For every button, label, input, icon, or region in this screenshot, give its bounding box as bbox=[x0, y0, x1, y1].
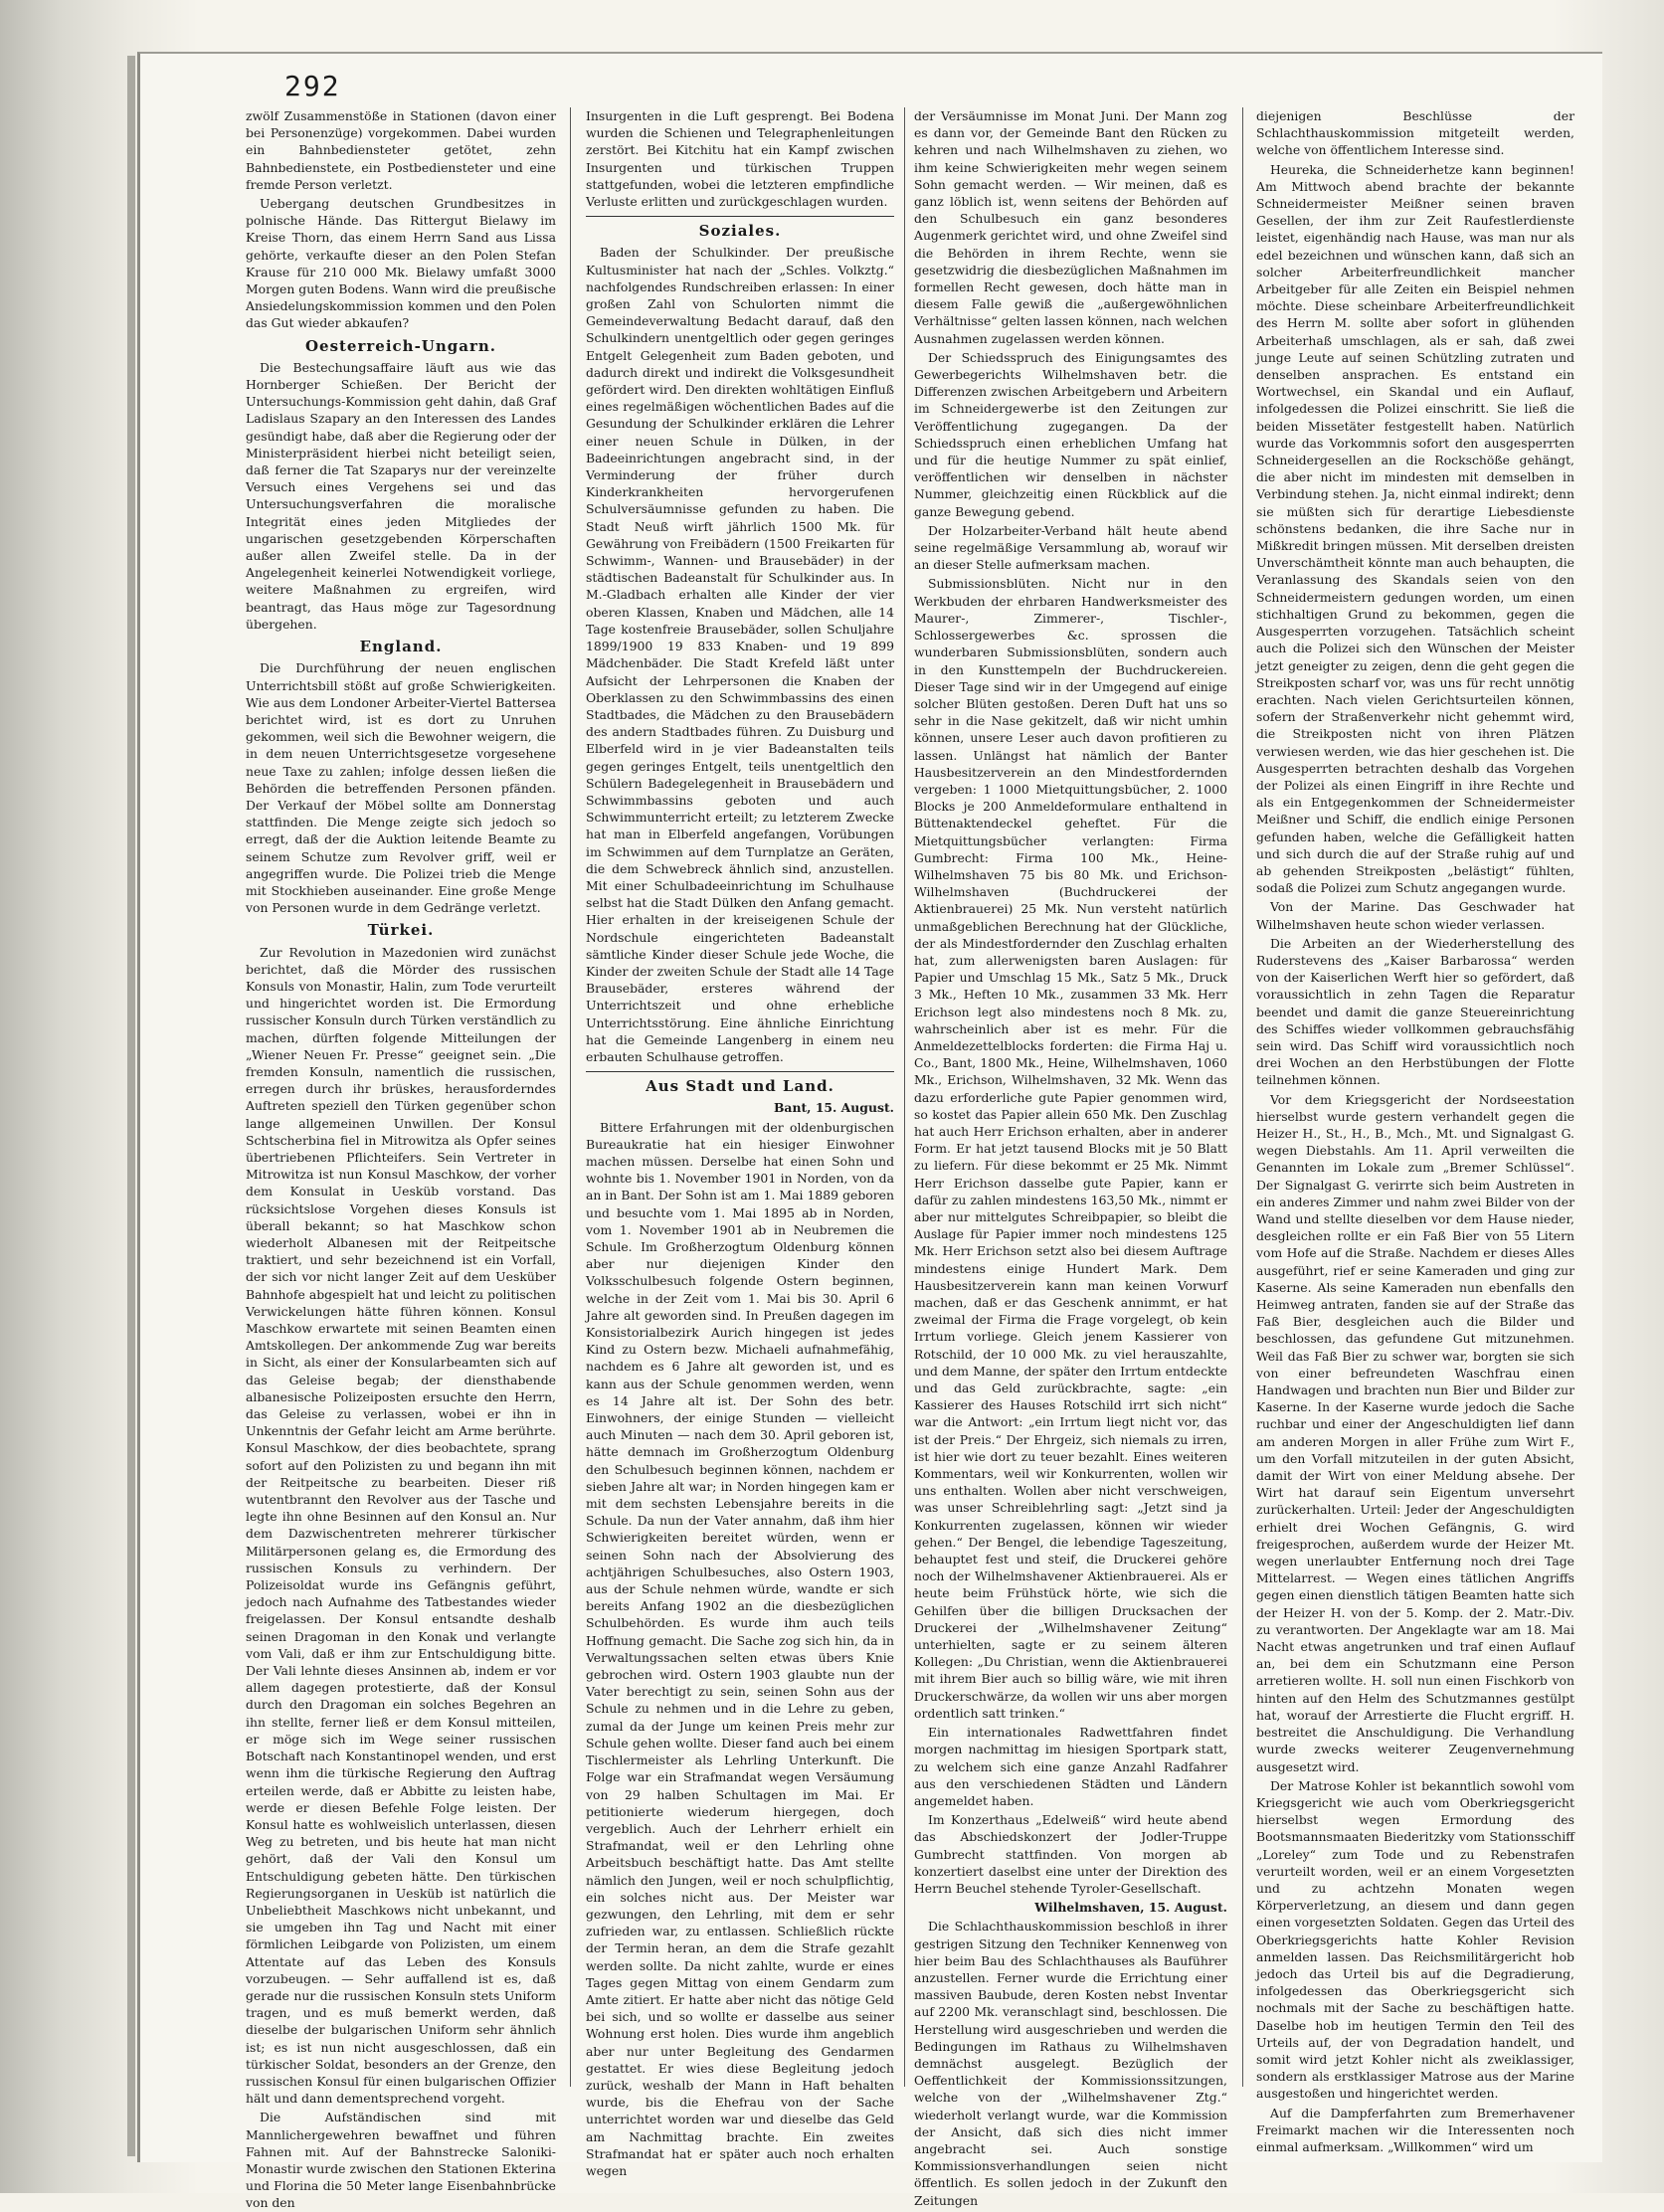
article-paragraph: Insurgenten in die Luft gesprengt. Bei Bodena wurden die Schienen und Telegraphenleitungen zerstört. Bei Kitchitu hat ein Kampf zwischen Insurgenten und türkischen Truppen stattgefunden, wobei die letzteren empfindliche Verluste erlitten und zurückgeschlagen wurden. bbox=[586, 108, 894, 210]
binding-edge bbox=[127, 56, 135, 2156]
article-paragraph: zwölf Zusammenstöße in Stationen (davon einer bei Personenzüge) vorgekommen. Dabei wurden ein Bahnbediensteter getötet, zehn Bahnbedienstete, ein Postbediensteter und eine fremde Person verletzt. bbox=[246, 108, 556, 192]
article-paragraph: Die Aufständischen sind mit Mannlichergewehren bewaffnet und führen Fahnen mit. Auf der Bahnstrecke Saloniki-Monastir wurde zwischen den Stationen Ekterina und Florina die 50 Meter lange Eisenbahnbrücke von den bbox=[246, 2110, 556, 2211]
column-rule bbox=[1242, 107, 1243, 2087]
section-divider bbox=[586, 1071, 894, 1072]
dateline: Bant, 15. August. bbox=[773, 1100, 894, 1116]
section-heading: England. bbox=[359, 638, 443, 656]
column-4 bbox=[1256, 107, 1574, 2154]
section-heading: Oesterreich-Ungarn. bbox=[304, 336, 497, 355]
article-paragraph: Vor dem Kriegsgericht der Nordseestation hierselbst wurde gestern verhandelt gegen die Heizer H., St., H., B., Mch., Mt. und Signalgast G. wegen Diebstahls. Am 11. April verweilten die Genannten im Lokale zum „Bremer Schlüssel“. Der Signalgast G. verirrte sich beim Austreten in ein anderes Zimmer und nahm zwei Bilder von der Wand und stellte dieselben vor dem Hause nieder, desgleichen rollte er ein Faß Bier von 55 Litern vom Hofe auf die Straße. Nachdem er dieses Alles ausgeführt, rief er seine Kameraden und ging zur Kaserne. Als seine Kameraden nun ebenfalls den Heimweg antraten, fanden sie auf der Straße das Faß Bier, desgleichen auch die Bilder und beschlossen, das gefundene Gut mitzunehmen. Weil das Faß Bier zu schwer war, borgten sie sich von einer befreundeten Waschfrau einen Handwagen und brachten nun Bier und Bilder zur Kaserne. In der Kaserne wurde jedoch die Sache ruchbar und einer der Angeschuldigten lief dann am anderen Morgen in aller Frühe zum Wirt F., um den Vorfall mitzuteilen in der guten Absicht, damit der Wirt von einer Meldung absehe. Der Wirt hat darauf sein Eigentum unversehrt zurückerhalten. Urteil: Jeder der Angeschuldigten erhielt drei Wochen Gefängnis, G. wird freigesprochen, außerdem wurde der Heizer Mt. wegen unerlaubter Entfernung noch drei Tage Mittelarrest. — Wegen eines tätlichen Angriffs gegen einen dienstlich tätigen Beamten hatte sich der Heizer H. von der 5. Komp. der 2. Matr.-Div. zu verantworten. Der Angeklagte war am 18. Mai Nacht etwas angetrunken und traf einen Auflauf an, bei dem ein Schutzmann eine Person arretieren wollte. H. soll nun einen Fischkorb von hinten auf den Helm des Schutzmannes gestülpt hat, worauf der Arrestierte die Flucht ergriff. H. bestreitet die Anschuldigung. Die Verhandlung wurde zwecks weiterer Zeugenvernehmung ausgesetzt wird. bbox=[1256, 1091, 1574, 1774]
column-3 bbox=[914, 107, 1227, 2208]
section-heading: Soziales. bbox=[698, 222, 782, 241]
dateline: Wilhelmshaven, 15. August. bbox=[1034, 1900, 1227, 1916]
article-paragraph: Submissionsblüten. Nicht nur in den Werkbuden der ehrbaren Handwerksmeister des Maurer-, Zimmerer-, Tischler-, Schlossergewerbes &c. sprossen die wunderbaren Submissionsblüten, sondern auch in den Kunsttempeln der Buchdruckereien. Dieser Tage sind wir in der Umgegend auf einige solcher Blüten gestoßen. Deren Duft hat uns so sehr in die Nase gekitzelt, daß wir nicht umhin können, unsere Leser auch davon profitieren zu lassen. Unlängst hat nämlich der Banter Hausbesitzerverein an den Mindestfordernden vergeben: 1 1000 Mietquittungsbücher, 2. 1000 Blocks je 200 Anmeldeformulare enthaltend in Büttenaktendeckel geheftet. Für die Mietquittungsbücher verlangten: Firma Gumbrecht: Firma 100 Mk., Heine-Wilhelmshaven 75 bis 80 Mk. und Erichson-Wilhelmshaven (Buchdruckerei der Aktienbrauerei) 25 Mk. Nun versteht natürlich unmaßgeblichen Berechnung hat der Glückliche, der als Mindestfordernder den Zuschlag erhalten hat, zum allerwenigsten baren Auslagen: für Papier und Umschlag 15 Mk., Satz 5 Mk., Druck 3 Mk., Heften 10 Mk., zusammen 33 Mk. Herr Erichson legt also mindestens noch 8 Mk. zu, wahrscheinlich aber ist es mehr. Für die Anmeldezettelblocks forderten: die Firma Haj u. Co., Bant, 1800 Mk., Heine, Wilhelmshaven, 1060 Mk., Erichson, Wilhelmshaven, 32 Mk. Wenn das dazu erforderliche gute Papier genommen wird, so kostet das Papier allein 650 Mk. Den Zuschlag hat auch Herr Erichson erhalten, aber in anderer Form. Er hat jetzt tausend Blocks mit je 50 Blatt zu liefern. Für diese bekommt er 25 Mk. Nimmt Herr Erichson dasselbe gute Papier, kann er dafür zu zahlen mindestens 163,50 Mk., nimmt er aber nur mittelgutes Schreibpapier, so bleibt die Auslage für Papier immer noch mindestens 125 Mk. Herr Erichson setzt also bei diesem Auftrage mindestens einige Hundert Mark. Dem Hausbesitzerverein kann man keinen Vorwurf machen, daß er das Geschenk annimmt, er hat zweimal der Firma die Frage vorgelegt, ob kein Irrtum vorliege. Gleich jenem Kassierer von Rotschild, der 10 000 Mk. zu viel herauszahlte, und dem Manne, der später den Irrtum entdeckte und das Geld zurückbrachte, sagte: „ein Kassierer des Hauses Rotschild irrt sich nicht“ war die Antwort: „ein Irrtum liegt nicht vor, das ist der Preis.“ Der Ehrgeiz, sich niemals zu irren, ist hier wie dort zu teuer bezahlt. Eines weiteren Kommentars, weil wir Konkurrenten, wollen wir uns enthalten. Wollen aber nicht verschweigen, was unser Schreiblehrling sagt: „Jetzt sind ja Konkurrenten zugelassen, können wir wieder gehen.“ Der Bengel, die lebendige Tageszeitung, behauptet fest und steif, die Druckerei gehöre noch der Wilhelmshavener Aktienbrauerei. Als er heute beim Frühstück hörte, wie sich die Gehilfen über die billigen Drucksachen der Druckerei der „Wilhelmshavener Zeitung“ unterhielten, sagte er zu seinem älteren Kollegen: „Du Christian, wenn die Aktienbrauerei mit ihrem Bier auch so billig wäre, wie mit ihren Druckerschwärze, da wollen wir uns aber morgen ordentlich satt trinken.“ bbox=[914, 576, 1227, 1721]
article-paragraph: Der Schiedsspruch des Einigungsamtes des Gewerbegerichts Wilhelmshaven betr. die Differenzen zwischen Arbeitgebern und Arbeitern im Schneidergewerbe ist den Zeitungen zur Veröffentlichung zugegangen. Da der Schiedsspruch einen erheblichen Umfang hat und für die heutige Nummer zu spät einlief, veröffentlichen wir denselben in nächster Nummer, gleichzeitig einen Rückblick auf die ganze Bewegung gebend. bbox=[914, 349, 1227, 519]
article-paragraph: Im Konzerthaus „Edelweiß“ wird heute abend das Abschiedskonzert der Jodler-Truppe Gumbrecht stattfinden. Von morgen ab konzertiert daselbst eine unter der Direktion des Herrn Beuchel stehende Tyroler-Gesellschaft. bbox=[914, 1812, 1227, 1896]
column-rule bbox=[570, 107, 571, 2087]
page-number: 292 bbox=[284, 70, 341, 102]
article-paragraph: Baden der Schulkinder. Der preußische Kultusminister hat nach der „Schles. Volkztg.“ nachfolgendes Rundschreiben erlassen: In einer großen Zahl von Schulorten nimmt die Gemeindeverwaltung Bedacht darauf, daß den Schulkindern unentgeltlich oder gegen geringes Entgelt Gelegenheit zum Baden geboten, und dadurch direkt und indirekt die Volksgesundheit gefördert wird. Den direkten wohltätigen Einfluß eines regelmäßigen wöchentlichen Bades auf die Gesundung der Schulkinder erklären die Lehrer einer neuen Schule in Dülken, in der Badeeinrichtungen angebracht sind, in der Verminderung der früher durch Kinderkrankheiten hervorgerufenen Schulversäumnisse gefunden zu haben. Die Stadt Neuß wirft jährlich 1500 Mk. für Gewährung von Freibädern (1500 Freikarten für Schwimm-, Wannen- und Brausebäder) in der städtischen Badeanstalt für Schulkinder aus. In M.-Gladbach erhalten alle Kinder der vier oberen Klassen, Knaben und Mädchen, alle 14 Tage kostenfreie Brausebäder, sollen Schuljahre 1899/1900 19 833 Knaben- und 19 899 Mädchenbäder. Die Stadt Krefeld läßt unter Aufsicht der Lehrpersonen die Knaben der Oberklassen zu den Schwimmbassins des einen Stadtbades, die Mädchen zu den Brausebädern des andern Stadtbades führen. Zu Duisburg und Elberfeld wird in je vier Badeanstalten teils gegen geringes Entgelt, teils unentgeltlich den Schülern Badegelegenheit in Brausebädern und Schwimmbassins geboten und auch Schwimmunterricht erteilt; zu letzterem Zwecke hat man in Elberfeld angefangen, Vorübungen im Schwimmen auf dem Turnplatze an Geräten, die dem Schwebreck ähnlich sind, anzustellen. Mit einer Schulbadeeinrichtung im Schulhause selbst hat die Stadt Dülken den Anfang gemacht. Hier erhalten in der kreiseigenen Schule der Nordschule eingerichteten Badeanstalt sämtliche Kinder dieser Schule jede Woche, die Kinder der zweiten Schule der Stadt alle 14 Tage Brausebäder, ersteres während der Unterrichtszeit und ohne erhebliche Unterrichtsstörung. Eine ähnliche Einrichtung hat die Gemeinde Langenberg in einem neu erbauten Schulhause getroffen. bbox=[586, 245, 894, 1064]
section-heading: Türkei. bbox=[367, 921, 435, 940]
article-paragraph: Die Schlachthauskommission beschloß in ihrer gestrigen Sitzung den Techniker Kennenweg von hier beim Bau des Schlachthauses als Bauführer anzustellen. Ferner wurde die Errichtung einer massiven Baubude, deren Kosten nebst Inventar auf 2200 Mk. veranschlagt sind, beschlossen. Die Herstellung wird ausgeschrieben und werden die Bedingungen im Rathaus zu Wilhelmshaven demnächst ausgelegt. Bezüglich der Oeffentlichkeit der Kommissionssitzungen, welche von der „Wilhelmshavener Ztg.“ wiederholt verlangt wurde, war die Kommission der Ansicht, daß sich dies nicht immer angebracht sei. Auch sonstige Kommissionsverhandlungen seien nicht öffentlich. Es sollen jedoch in der Zukunft den Zeitungen bbox=[914, 1919, 1227, 2208]
article-paragraph: diejenigen Beschlüsse der Schlachthauskommission mitgeteilt werden, welche von öffentlichem Interesse sind. bbox=[1256, 108, 1574, 158]
column-1 bbox=[246, 107, 556, 2211]
article-paragraph: Uebergang deutschen Grundbesitzes in polnische Hände. Das Rittergut Bielawy im Kreise Thorn, das einem Herrn Sand aus Lissa gehörte, verkaufte dieser an den Polen Stefan Krause für 210 000 Mk. Bielawy umfaßt 3000 Morgen guten Bodens. Wann wird die preußische Ansiedelungskommission kommen und den Polen das Gut wieder abkaufen? bbox=[246, 196, 556, 331]
article-paragraph: Die Arbeiten an der Wiederherstellung des Ruderstevens des „Kaiser Barbarossa“ werden von der Kaiserlichen Werft hier so gefördert, daß voraussichtlich in zehn Tagen die Reparatur beendet und damit die ganze Steuereinrichtung des Schiffes wieder vollkommen gebrauchsfähig sein wird. Das Schiff wird voraussichtlich noch drei Wochen an den Herbstübungen der Flotte teilnehmen können. bbox=[1256, 935, 1574, 1088]
article-paragraph: der Versäumnisse im Monat Juni. Der Mann zog es dann vor, der Gemeinde Bant den Rücken zu kehren und nach Wilhelmshaven zu ziehen, wo ihm keine Schwierigkeiten mehr wegen seinem Sohn gemacht werden. — Wir meinen, daß es ganz löblich ist, wenn seitens der Behörden auf den Schulbesuch ein ganz besonderes Augenmerk gerichtet wird, und ohne Zweifel sind die Behörden in ihrem Rechte, wenn sie gesetzwidrig die diesbezüglichen Maßnahmen im formellen Recht gewesen, doch hätte man in diesem Falle gewiß die „außergewöhnlichen Verhältnisse“ gelten lassen können, nach welchen Ausnahmen zugelassen werden können. bbox=[914, 108, 1227, 346]
article-paragraph: Der Holzarbeiter-Verband hält heute abend seine regelmäßige Versammlung ab, worauf wir an dieser Stelle aufmerksam machen. bbox=[914, 522, 1227, 573]
article-paragraph: Von der Marine. Das Geschwader hat Wilhelmshaven heute schon wieder verlassen. bbox=[1256, 899, 1574, 932]
column-2 bbox=[586, 107, 894, 2178]
article-paragraph: Zur Revolution in Mazedonien wird zunächst berichtet, daß die Mörder des russischen Konsuls von Monastir, Halin, zum Tode verurteilt und hingerichtet worden ist. Die Ermordung russischer Konsuln durch Türken verständlich zu machen, dürften folgende Mitteilungen der „Wiener Neuen Fr. Presse“ geeignet sein. „Die fremden Konsuln, namentlich die russischen, erregen durch ihr brüskes, herausforderndes Auftreten speziell den Türken gegenüber schon lange allgemeinen Unwillen. Der Konsul Schtscherbina fiel in Mitrowitza als Opfer seines übertriebenen Pflichteifers. Sein Vertreter in Mitrowitza ist nun Konsul Maschkow, der vorher dem Konsulat in Uesküb vorstand. Das rücksichtslose Vorgehen dieses Konsuls ist überall bekannt; so hat Maschkow schon wiederholt Albanesen mit der Reitpeitsche traktiert, und sehr bezeichnend ist ein Vorfall, der sich vor nicht langer Zeit auf dem Uesküber Bahnhofe abgespielt hat und leicht zu politischen Verwickelungen hätte führen können. Konsul Maschkow erwartete mit seinen Beamten einen Amtskollegen. Der ankommende Zug war bereits in Sicht, als einer der Konsularbeamten sich auf das Geleise begab; der diensthabende albanesische Polizeiposten ersuchte den Herrn, das Geleise zu verlassen, wobei er ihn in Unkenntnis der Gefahr leicht am Arme berührte. Konsul Maschkow, der dies beobachtete, sprang sofort auf den Polizisten zu und begann ihn mit der Reitpeitsche zu bearbeiten. Dieser riß wutentbrannt den Revolver aus der Tasche und legte ihn ohne Besinnen auf den Konsul an. Nur dem Dazwischentreten mehrerer türkischer Militärpersonen gelang es, die Ermordung des russischen Konsuls zu verhindern. Der Polizeisoldat wurde ins Gefängnis geführt, jedoch nach Aufnahme des Tatbestandes wieder freigelassen. Der Konsul entsandte deshalb seinen Dragoman in den Konak und verlangte vom Vali, daß er ihm zur Entschuldigung bitte. Der Vali lehnte dieses Ansinnen ab, indem er vor allem dagegen protestierte, daß der Konsul durch den Dragoman ein solches Begehren an ihn stellte, ferner ließ er dem Konsul mitteilen, er möge sich im Wege seiner russischen Botschaft nach Konstantinopel wenden, und erst wenn ihm die türkische Regierung den Auftrag erteilen werde, daß er Abbitte zu leisten habe, werde er diesen Befehle Folge leisten. Der Konsul hatte es wohlweislich unterlassen, diesen Weg zu betreten, und bis heute hat man nicht gehört, daß der Vali den Konsul um Entschuldigung gebeten hätte. Den türkischen Regierungsorganen in Uesküb ist natürlich die Unbeliebtheit Maschkows nicht unbekannt, und sie umgeben ihn Tag und Nacht mit einer förmlichen Leibgarde von Polizisten, um einem Attentate auf das Leben des Konsuls vorzubeugen. — Sehr auffallend ist es, daß gerade nur die russischen Konsuln stets Uniform tragen, und es muß bemerkt werden, daß dieselbe der bulgarischen Uniform sehr ähnlich ist; es ist nun nicht ausgeschlossen, daß ein türkischer Soldat, besonders an der Grenze, den russischen Konsul für einen bulgarischen Offizier hält und dann dementsprechend vorgeht. bbox=[246, 944, 556, 2107]
article-paragraph: Heureka, die Schneiderhetze kann beginnen! Am Mittwoch abend brachte der bekannte Schneidermeister Meißner seinen braven Gesellen, der ihm zur Zeit Raufestlerdienste leistet, eigenhändig nach Hause, was man nur als edel bezeichnen und wünschen kann, daß sich an solcher Arbeiterfreundlichkeit mancher Arbeitgeber für alle Zeiten ein Beispiel nehmen möchte. Diese scheinbare Arbeiterfreundlichkeit des Herrn M. sollte aber sofort in glühenden Arbeiterhaß umschlagen, als er sah, daß zwei junge Leute auf seinen Schützling zutraten und denselben ansprachen. Es entstand ein Wortwechsel, ein Skandal und ein Auflauf, infolgedessen die Polizei einschritt. Sie ließ die beiden Missetäter festgestellt haben. Natürlich wurde das Vorkommnis sofort den ausgesperrten Schneidergesellen an die Rockschöße gehängt, die aber nicht im mindesten mit demselben in Verbindung stehen. Ja, nicht einmal indirekt; denn sie müßten sich für derartige Liebesdienste schönstens bedanken, die ihre Sache nur in Mißkredit bringen müssen. Mit derselben dreisten Unverschämtheit könnte man auch behaupten, die Veranlassung des Skandals seien von den Schneidermeistern gedungen worden, um einen stichhaltigen Grund zu bekommen, gegen die Ausgesperrten vorzugehen. Tatsächlich scheint auch die Polizei sich den Wünschen der Meister jetzt geneigter zu zeigen, denn die geht gegen die Streikposten scharf vor, was uns für recht unnötig erachten. Nach vielen Gerichtsurteilen können, sofern der Straßenverkehr nicht gehemmt wird, die Streikposten nicht von ihren Plätzen verwiesen werden, wie das hier geschehen ist. Die Ausgesperrten betrachten deshalb das Vorgehen der Polizei als einen Eingriff in ihre Rechte und als ein Entgegenkommen der Schneidermeister Meißner und Schiff, die endlich einige Personen gefunden haben, welche die Gefälligkeit hatten und sich durch die auf der Straße ruhig auf und ab gehenden Streikposten „belästigt“ fühlten, sodaß die Polizei zum Schutz angegangen wurde. bbox=[1256, 161, 1574, 896]
column-rule bbox=[904, 107, 905, 2087]
article-paragraph: Bittere Erfahrungen mit der oldenburgischen Bureaukratie hat ein hiesiger Einwohner machen müssen. Derselbe hat einen Sohn und wohnte bis 1. November 1901 in Norden, von da an in Bant. Der Sohn ist am 1. Mai 1889 geboren und besuchte vom 1. Mai 1895 ab in Norden, vom 1. November 1901 ab in Neubremen die Schule. Im Großherzogtum Oldenburg können aber nur diejenigen Kinder den Volksschulbesuch folgende Ostern beginnen, welche in der Zeit vom 1. Mai bis 30. April 6 Jahre alt geworden sind. In Preußen dagegen im Konsistorialbezirk Aurich hingegen ist jedes Kind zu Ostern bezw. Michaeli aufnahmefähig, nachdem es 6 Jahre alt geworden ist, und es kann aus der Schule genommen werden, wenn es 14 Jahre alt ist. Der Sohn des betr. Einwohners, der einige Stunden — vielleicht auch Minuten — nach dem 30. April geboren ist, hätte demnach im Großherzogtum Oldenburg den Schulbesuch beginnen können, nachdem er sieben Jahre alt war; in Norden hingegen kam er mit dem sechsten Lebensjahre bereits in die Schule. Da nun der Vater annahm, daß ihm hier Schwierigkeiten bereitet würden, wenn er seinen Sohn nach der Absolvierung des achtjährigen Schulbesuches, also Ostern 1903, aus der Schule nehmen würde, wandte er sich bereits Anfang 1902 an die diesbezüglichen Schulbehörden. Es wurde ihm auch teils Hoffnung gemacht. Die Sache zog sich hin, da in Verwaltungssachen selten etwas übers Knie gebrochen wird. Ostern 1903 glaubte nun der Vater berechtigt zu sein, seinen Sohn aus der Schule zu nehmen und in die Lehre zu geben, zumal da der Junge um keinen Preis mehr zur Schule gehen wollte. Dieser fand auch bei einem Tischlermeister als Lehrling Unterkunft. Die Folge war ein Strafmandat wegen Versäumung von 29 halben Schultagen im Mai. Er petitionierte wiederum hiergegen, doch vergeblich. Auch der Lehrherr erhielt ein Strafmandat, weil er den Lehrling ohne Arbeitsbuch beschäftigt hatte. Das Amt stellte nämlich den Jungen, weil er noch schulpflichtig, ein solches nicht aus. Der Meister war gezwungen, den Lehrling, mit dem er sehr zufrieden war, zu entlassen. Schließlich rückte der Termin heran, an dem die Strafe gezahlt werden sollte. Da nicht zahlte, wurde er eines Tages gegen Mittag von einem Gendarm zum Amte zitiert. Er hatte aber nicht das nötige Geld bei sich, und so wollte er dasselbe aus seiner Wohnung erst holen. Dies wurde ihm angeblich aber nur unter Begleitung des Gendarmen gestattet. Er wies diese Begleitung jedoch zurück, weshalb der Mann in Haft behalten wurde, bis die Ehefrau von der Sache unterrichtet worden war und dieselbe das Geld am Nachmittag brachte. Ein zweites Strafmandat hat er später auch noch erhalten wegen bbox=[586, 1119, 894, 2178]
section-divider bbox=[586, 216, 894, 217]
article-paragraph: Die Durchführung der neuen englischen Unterrichtsbill stößt auf große Schwierigkeiten. Wie aus dem Londoner Arbeiter-Viertel Battersea berichtet wird, ist es dort zu Unruhen gekommen, weil sich die Bewohner weigern, die in dem neuen Unterrichtsgesetze vorgesehene neue Taxe zu zahlen; infolge dessen ließen die Behörden die betreffenden Personen pfänden. Der Verkauf der Möbel sollte am Donnerstag stattfinden. Die Menge zeigte sich jedoch so erregt, daß der die Auktion leitende Beamte zu seinem Schutze zum Revolver griff, weil er angegriffen wurde. Die Polizei trieb die Menge mit Stockhieben auseinander. Eine große Menge von Personen wurde in dem Gedränge verletzt. bbox=[246, 660, 556, 916]
section-heading: Aus Stadt und Land. bbox=[646, 1077, 834, 1096]
article-paragraph: Der Matrose Kohler ist bekanntlich sowohl vom Kriegsgericht wie auch vom Oberkriegsgericht hierselbst wegen Ermordung des Bootsmannsmaaten Biederitzky vom Stationsschiff „Loreley“ zum Tode und zu Rebenstrafen verurteilt worden, weil er an einem Vorgesetzten und zu achtzehn Monaten wegen Körperverletzung, an diesem und dann gegen einen vorgesetzten Soldaten. Gegen das Urteil des Oberkriegsgerichts hatte Kohler Revision anmelden lassen. Das Reichsmilitärgericht hob jedoch das Urteil bis auf die Degradierung, infolgedessen das Oberkriegsgericht sich nochmals mit der Sache zu beschäftigen hatte. Daselbe hob im heutigen Termin den Teil des Urteils auf, der von Degradation handelt, und somit wird jetzt Kohler nicht als zweiklassiger, sondern als erstklassiger Matrose aus der Marine ausgestoßen und hingerichtet werden. bbox=[1256, 1777, 1574, 2102]
article-paragraph: Auf die Dampferfahrten zum Bremerhavener Freimarkt machen wir die Interessenten noch einmal aufmerksam. „Willkommen“ wird um bbox=[1256, 2105, 1574, 2154]
article-paragraph: Ein internationales Radwettfahren findet morgen nachmittag im hiesigen Sportpark statt, zu welchem sich eine ganze Anzahl Radfahrer aus den verschiedenen Städten und Ländern angemeldet haben. bbox=[914, 1725, 1227, 1808]
article-paragraph: Die Bestechungsaffaire läuft aus wie das Hornberger Schießen. Der Bericht der Untersuchungs-Kommission geht dahin, daß Graf Ladislaus Szapary an den Interessen des Landes gesündigt habe, daß aber die Regierung oder der Ministerpräsident hierbei nicht beteiligt seien, daß ferner die Tat Szaparys nur der vereinzelte Versuch eines Vergehens sei und das Untersuchungsverfahren die moralische Integrität eines jeden Mitgliedes der ungarischen gesetzgebenden Körperschaften außer allen Zweifel stelle. Da in der Angelegenheit keinerlei Notwendigkeit vorliege, weitere Maßnahmen zu ergreifen, wird beantragt, das Haus möge zur Tagesordnung übergehen. bbox=[246, 359, 556, 632]
